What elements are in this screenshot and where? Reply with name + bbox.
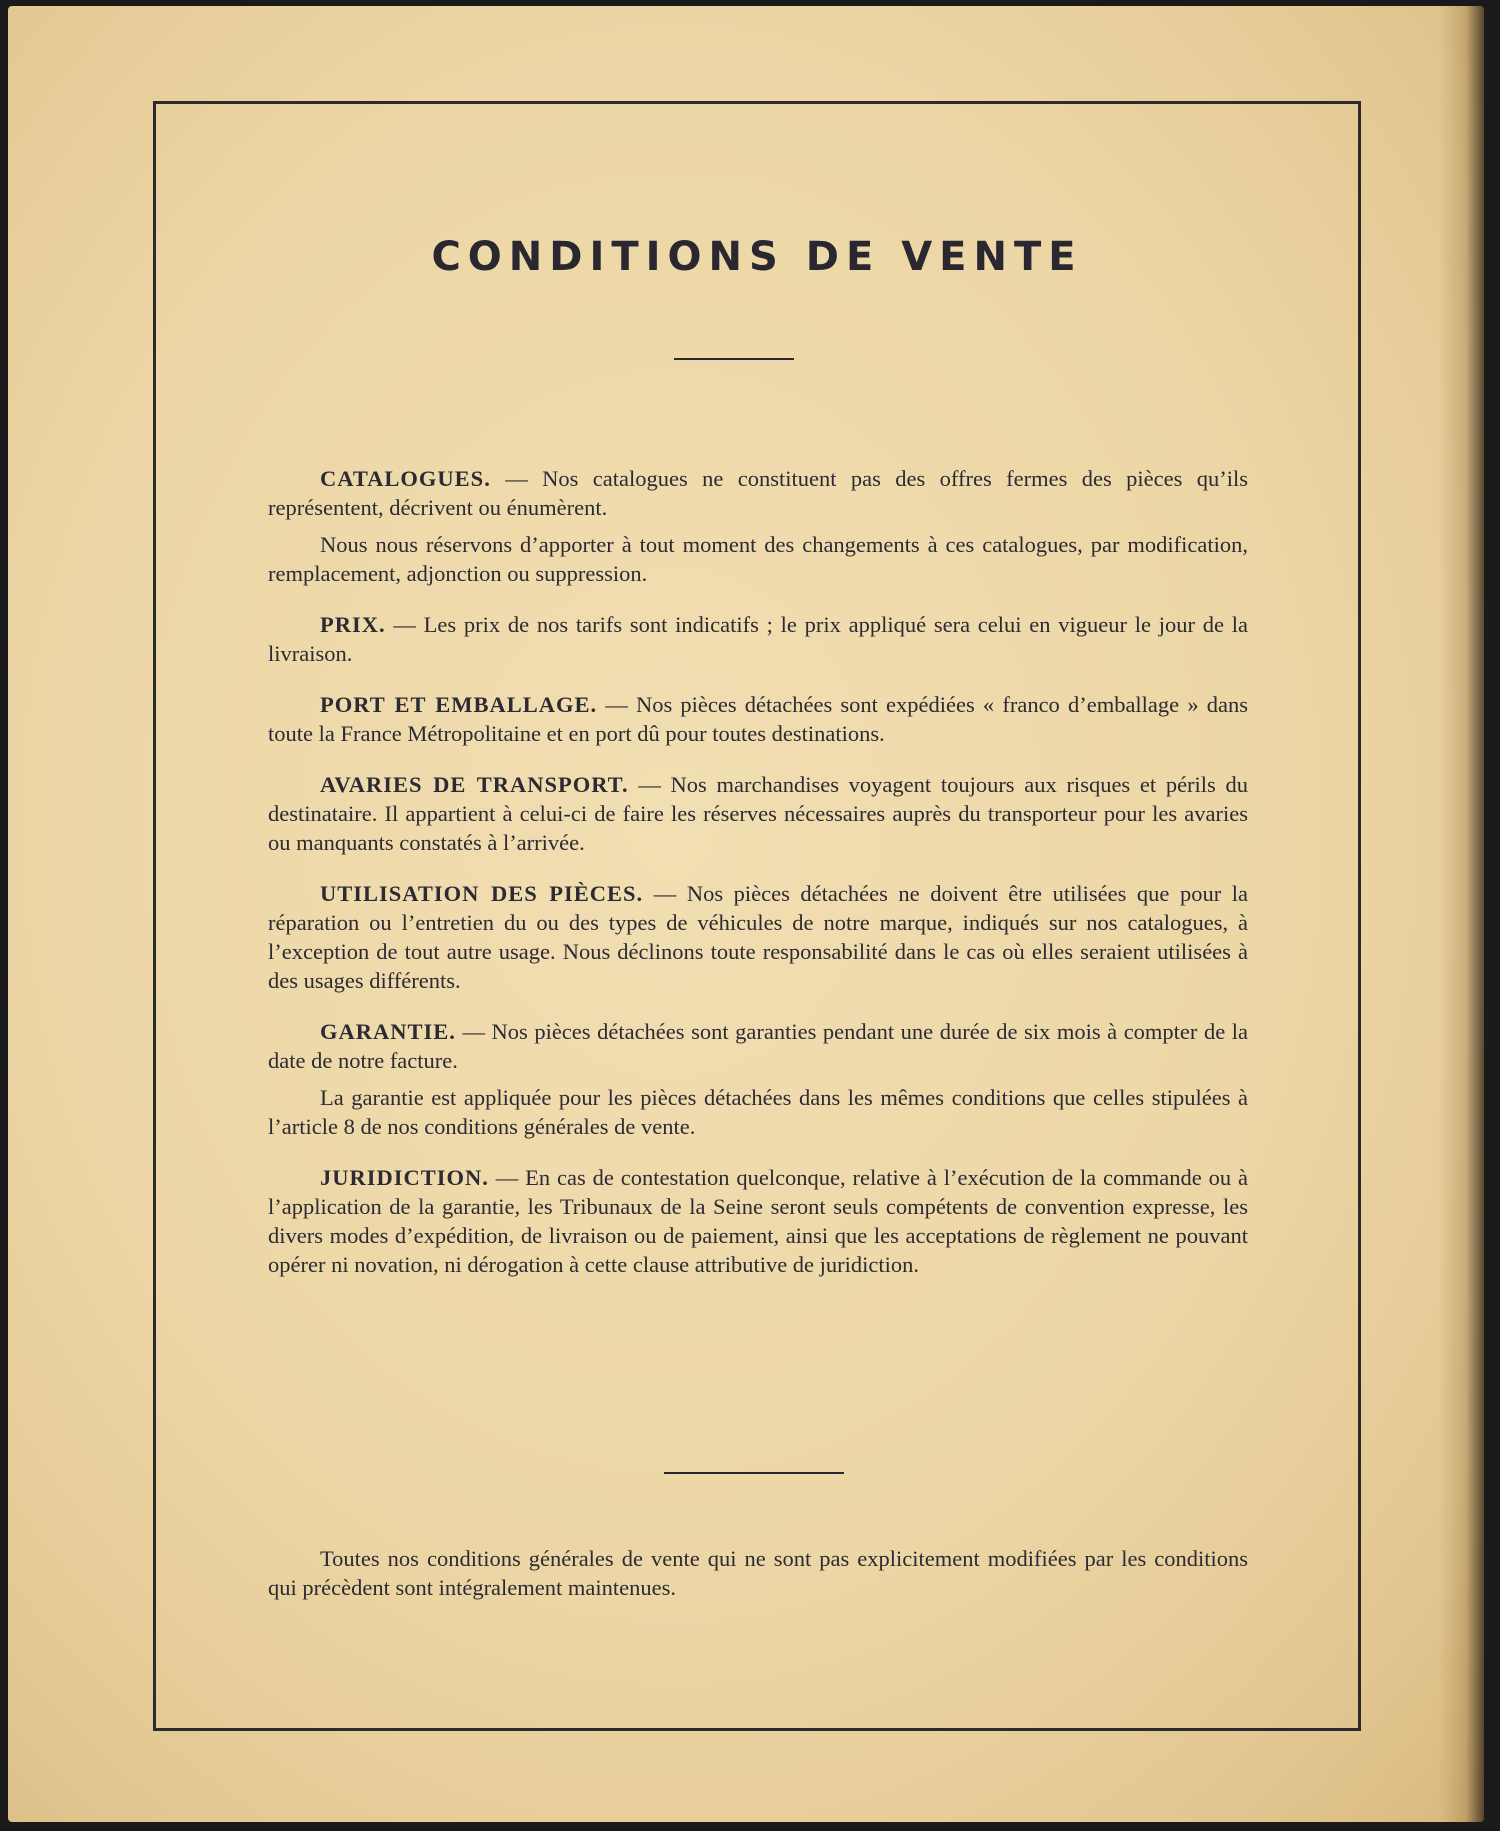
scanned-page <box>8 6 1484 1822</box>
document-frame <box>153 101 1361 1731</box>
section-text: — Nos pièces détachées sont garanties pendant une durée de six mois à compter de la date de notre facture. <box>268 1019 1248 1073</box>
section-heading: GARANTIE. <box>320 1019 456 1044</box>
section-heading: PRIX. <box>320 612 386 637</box>
section-text: — Les prix de nos tarifs sont indicatifs ; le prix appliqué sera celui en vigueur le jour de la livraison. <box>268 612 1248 666</box>
page-title: CONDITIONS DE VENTE <box>431 234 1083 280</box>
footer-note: Toutes nos conditions générales de vente qui ne sont pas explicitement modifiées par les conditions qui précèdent sont intégralement maintenues. <box>268 1546 1248 1600</box>
section-heading: JURIDICTION. <box>320 1165 489 1190</box>
page-edge-shadow <box>1438 6 1484 1822</box>
section-garantie-continuation: La garantie est appliquée pour les pièces détachées dans les mêmes conditions que celles stipulées à l’article 8 de nos conditions générales de vente. <box>268 1085 1248 1139</box>
section-garantie <box>268 1017 1248 1075</box>
section-avaries <box>268 770 1248 857</box>
section-text: — Nos marchandises voyagent toujours aux risques et périls du destinataire. Il appartient à celui-ci de faire les réserves nécessaires auprès du transporteur pour les avaries ou manquants constatés à l’arrivée. <box>268 772 1248 855</box>
section-prix <box>268 610 1248 668</box>
section-port-emballage <box>268 690 1248 748</box>
title-divider <box>674 358 794 360</box>
footer-divider <box>664 1472 844 1474</box>
section-juridiction <box>268 1163 1248 1279</box>
section-heading: PORT ET EMBALLAGE. <box>320 692 598 717</box>
section-heading: UTILISATION DES PIÈCES. <box>320 881 644 906</box>
section-text: — Nos catalogues ne constituent pas des offres fermes des pièces qu’ils représentent, décrivent ou énumèrent. <box>268 466 1248 520</box>
conditions-body <box>268 464 1248 1301</box>
section-text: — Nos pièces détachées sont expédiées « franco d’emballage » dans toute la France Métropolitaine et en port dû pour toutes destinations. <box>268 692 1248 746</box>
section-text: — Nos pièces détachées ne doivent être utilisées que pour la réparation ou l’entretien du ou des types de véhicules de notre marque, indiqués sur nos catalogues, à l’exception de tout autre usage. Nous déclinons toute responsabilité dans le cas où elles seraient utilisées à des usages différents. <box>268 881 1248 993</box>
section-heading: CATALOGUES. <box>320 466 491 491</box>
section-heading: AVARIES DE TRANSPORT. <box>320 772 629 797</box>
section-text: — En cas de contestation quelconque, relative à l’exécution de la commande ou à l’application de la garantie, les Tribunaux de la Seine seront seuls compétents de convention expresse, les divers modes d’expédition, de livraison ou de paiement, ainsi que les acceptations de règlement ne pouvant opérer ni novation, ni dérogation à cette clause attributive de juridiction. <box>268 1165 1248 1277</box>
section-catalogues <box>268 464 1248 522</box>
section-utilisation <box>268 879 1248 995</box>
section-catalogues-continuation: Nous nous réservons d’apporter à tout moment des changements à ces catalogues, par modification, remplacement, adjonction ou suppression. <box>268 532 1248 586</box>
